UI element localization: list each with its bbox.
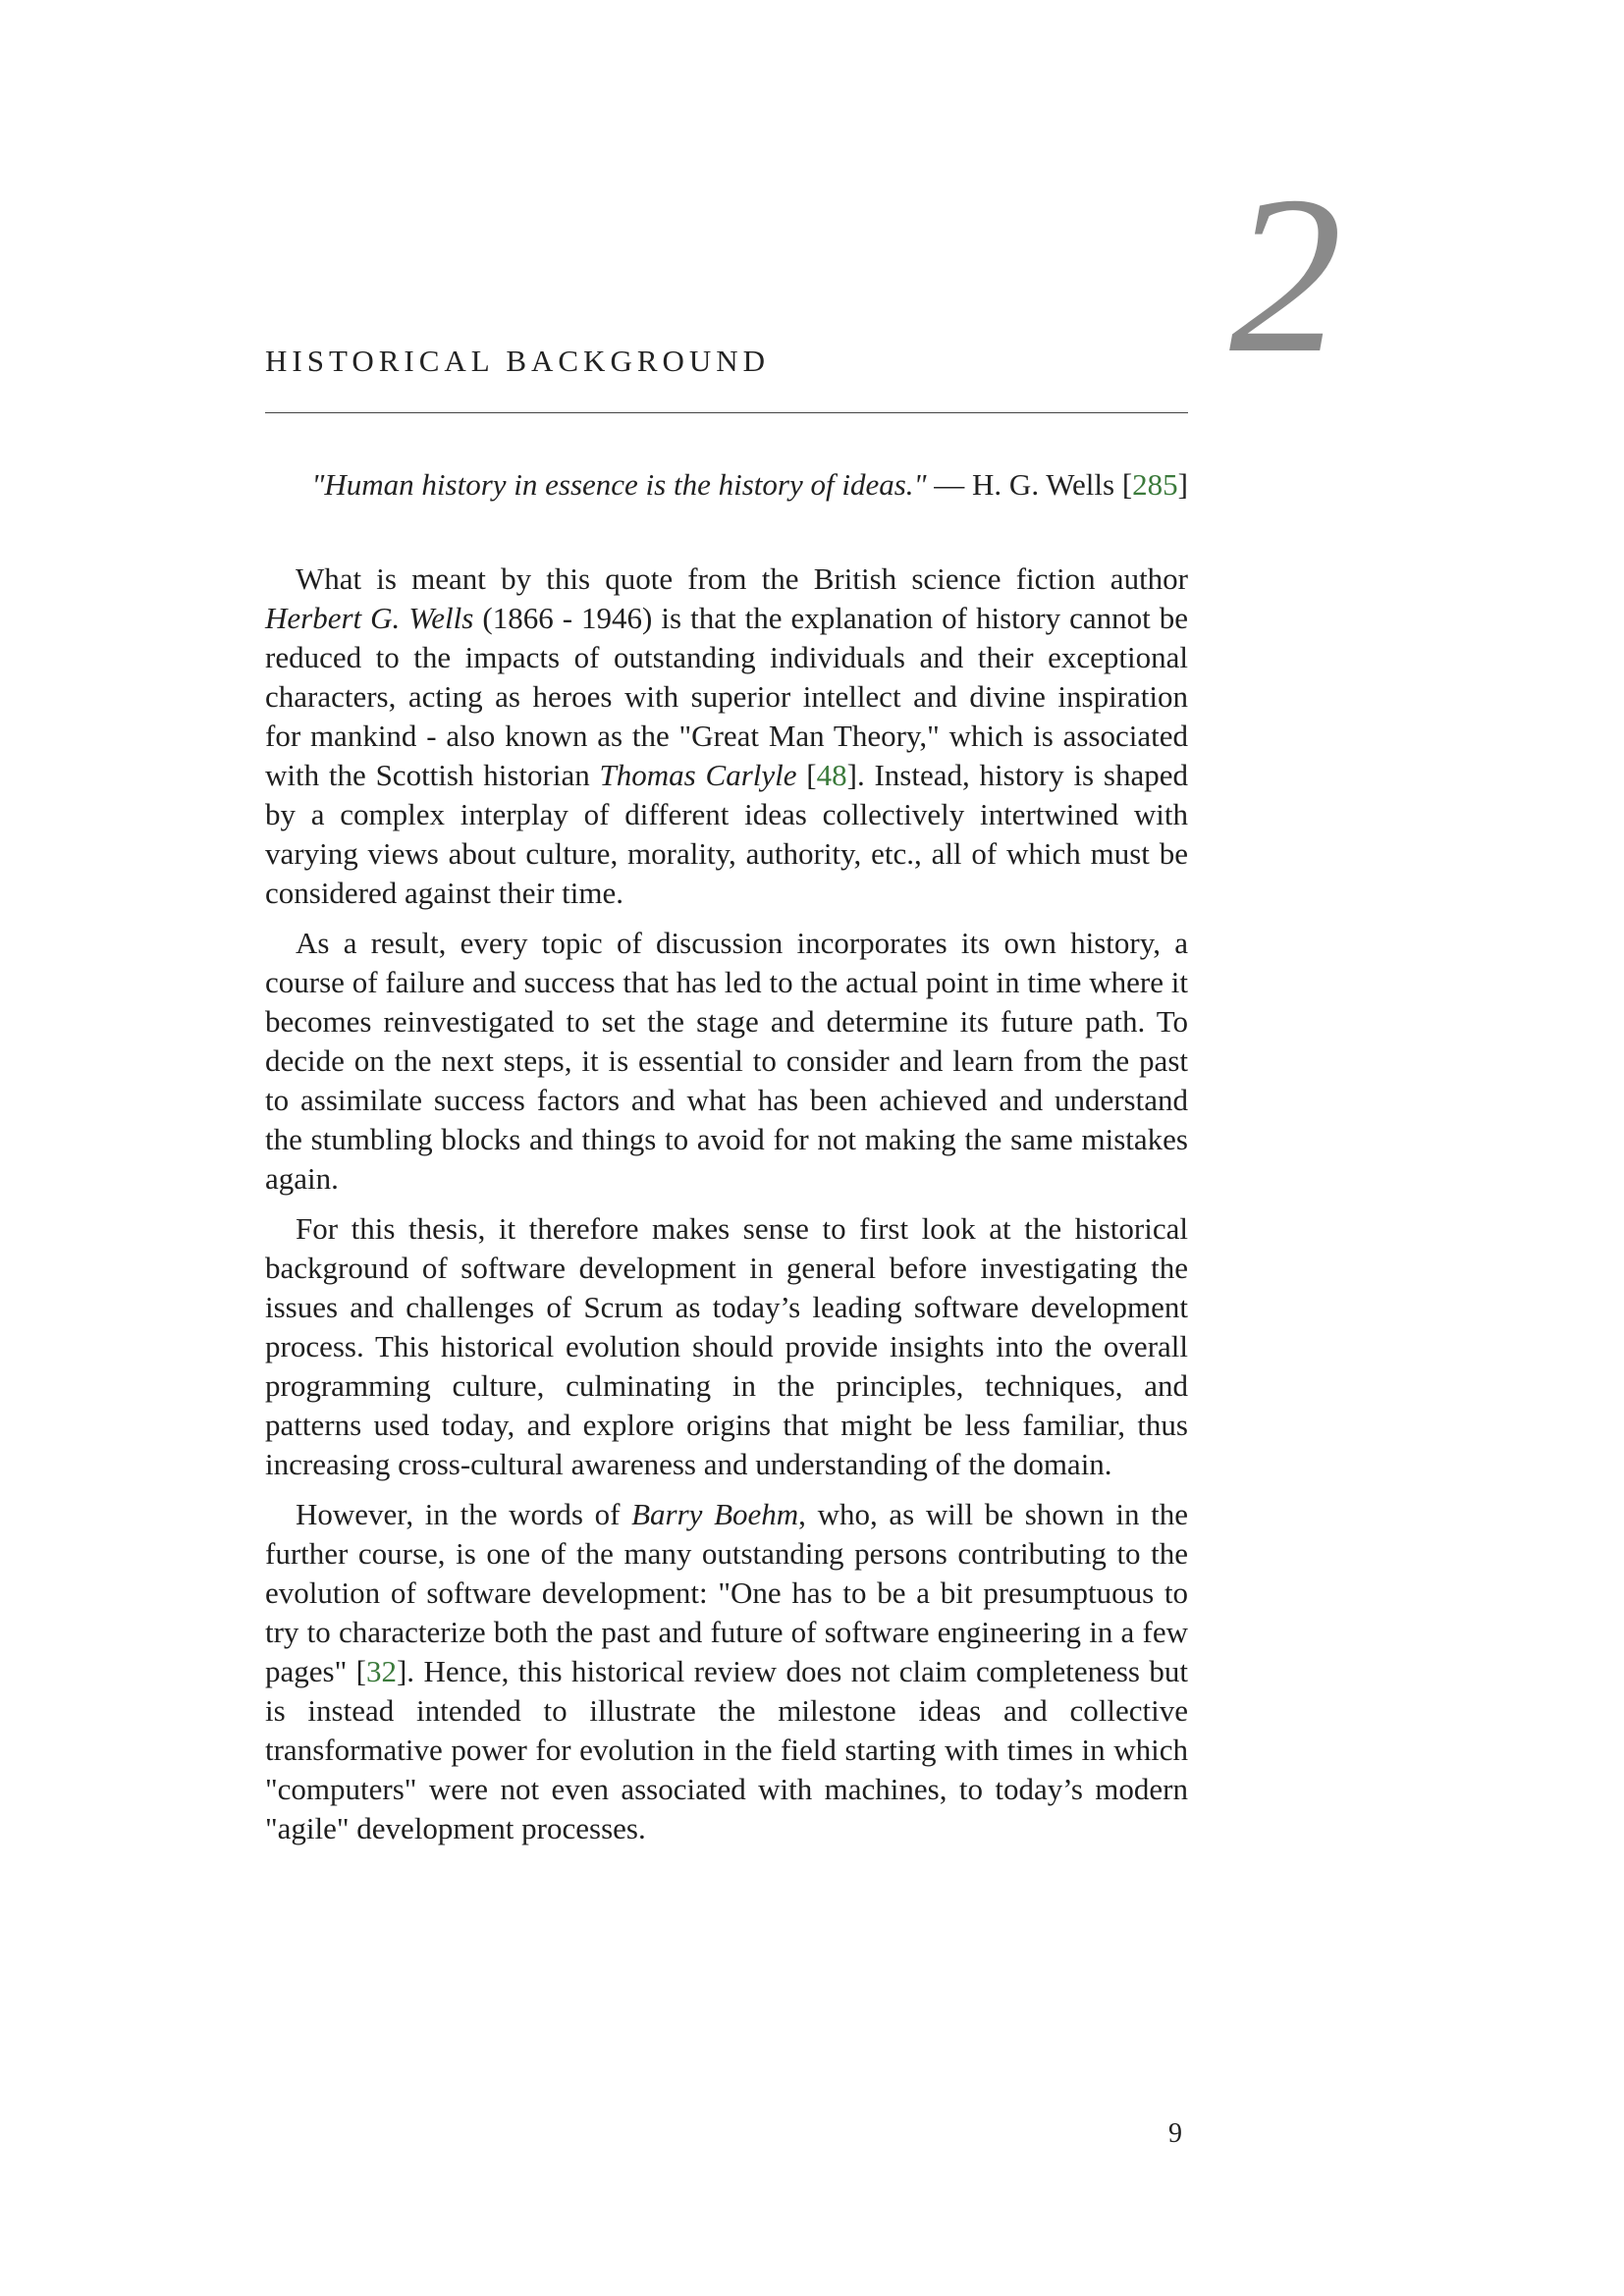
citation-link[interactable]: 48 [816,758,847,792]
chapter-number: 2 [1229,149,1342,400]
person-name: Herbert G. Wells [265,601,474,635]
person-name: Barry Boehm [631,1497,799,1531]
page-number: 9 [1168,2118,1182,2149]
text-run: What is meant by this quote from the British science fiction author [296,561,1188,596]
citation-link[interactable]: 32 [365,1654,397,1688]
citation-link[interactable]: 285 [1132,467,1178,502]
paragraph-1 [265,560,1188,913]
paragraph-3: For this thesis, it therefore makes sense to first look at the historical background of software development in general before investigating the issues and challenges of Scrum as today’s leading software development process. This historical evolution should provide insights into the overall programming culture, culminating in the principles, techniques, and patterns used today, and explore origins that might be less familiar, thus increasing cross-cultural awareness and understanding of the domain. [265,1211,1188,1481]
paragraph-2: As a result, every topic of discussion incorporates its own history, a course of failure and success that has led to the actual point in time where it becomes reinvestigated to set the stage and determine its future path. To decide on the next steps, it is essential to consider and learn from the past to assimilate success factors and what has been achieved and understand the stumbling blocks and things to avoid for not making the same mistakes again. [265,926,1188,1196]
epigraph-dash: — [926,467,973,502]
person-name: Thomas Carlyle [599,758,797,792]
chapter-title: HISTORICAL BACKGROUND [265,344,771,378]
citation-bracket: [ [1114,467,1133,502]
text-run: (1866 - 1946) is that the explanation of history cannot be reduced to the impacts of outstanding individuals and their exceptional characters, acting as heroes with superior intellect and divine inspiration for mankind - also known as the "Great Man Theory," which is associated with the Scottish historian [265,601,1189,792]
text-run: ]. Instead, history is shaped by a complex interplay of different ideas collectively intertwined with varying views about culture, morality, authority, etc., all of which must be considered against their time. [265,758,1188,910]
title-rule [265,412,1188,413]
text-run: However, in the words of [296,1497,632,1531]
paragraph-4 [265,1495,1188,1848]
body-text [265,560,1188,1859]
epigraph [265,467,1188,503]
epigraph-quote: "Human history in essence is the history of ideas." [311,467,927,502]
citation-bracket: ] [1177,467,1188,502]
epigraph-author: H. G. Wells [972,467,1115,502]
text-run: ]. Hence, this historical review does not claim completeness but is instead intended to illustrate the milestone ideas and collective transformative power for evolution in the field starting with times in which "computers" were not even associated with machines, to today’s modern "agile" development processes. [265,1654,1188,1845]
text-run: [ [796,758,817,792]
text-run: , who, as will be shown in the further course, is one of the many outstanding persons contributing to the evolution of software development: "One has to be a bit presumptuous to try to characterize both the past and future of software engineering in a few pages" [ [265,1497,1188,1688]
